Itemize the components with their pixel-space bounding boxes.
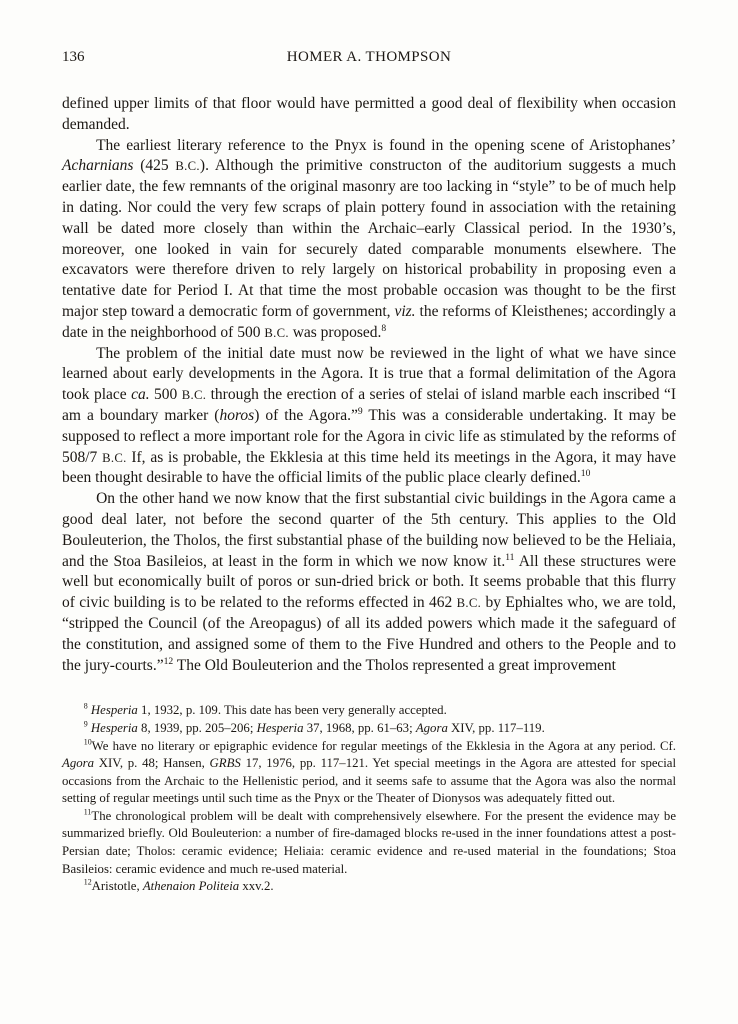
footnote-marker: 12 (83, 877, 92, 887)
text-run: 1, 1932, p. 109. This date has been very generally accepted. (137, 703, 447, 718)
text-run: If, as is probable, the Ekklesia at this time held its meetings in the Agora, it may have been thought desirable to have the official limits of the public place clearly defined. (62, 448, 676, 487)
text-run: We have no literary or epigraphic evidence for regular meetings of the Ekklesia in the Agora at any period. Cf. (91, 738, 676, 753)
italic-text: Acharnians (62, 157, 134, 175)
footnote-marker: 10 (83, 737, 92, 747)
text-run: On the other hand we now know that the first substantial civic buildings in the Agora came a good deal later, not before the second quarter of the 5th century. This applies to the Old Bouleuterion, the Tholos, the first substantial phase of the building now believed to be the Heliaia, and the Stoa Basileios, at least in the form in which we now know it. (62, 490, 676, 570)
italic-text: horos (219, 406, 255, 424)
footnote-reference: 11 (505, 551, 515, 563)
text-run: by Ephialtes who, we are told, “stripped the Council (of the Areopagus) of all its added powers which made it the safeguard of the constitution, and assigned some of them to the Five Hundred and others to the People and to the jury-courts.” (62, 594, 677, 674)
text-run: The chronological problem will be dealt with comprehensively elsewhere. For the present the evidence may be summarized briefly. Old Bouleuterion: a number of fire-damaged blocks re-used in the inner foundations attest a post-Persian date; Tholos: ceramic evidence; Heliaia: ceramic evidence and re-used material in the foundations; Stoa Basileios: ceramic evidence and much re-used material. (62, 808, 676, 876)
text-run: 37, 1968, pp. 61–63; (303, 720, 416, 735)
text-run: The Old Bouleuterion and the Tholos represented a great improvement (173, 656, 616, 674)
page-header (62, 49, 676, 66)
italic-text: Athenaion Politeia (142, 879, 240, 894)
italic-text: Agora (62, 756, 94, 771)
text-run: 8, 1939, pp. 205–206; (137, 720, 257, 735)
text-run: through the erection of a series of stelai of island marble each inscribed “I am a boundary marker ( (62, 386, 676, 424)
footnote (62, 720, 676, 738)
italic-text: Hesperia (90, 703, 138, 718)
text-run: ) of the Agora.” (254, 406, 358, 424)
footnote (62, 808, 676, 878)
footnote-reference: 9 (357, 405, 363, 417)
footnote-reference: 12 (163, 655, 174, 667)
footnote-reference: 8 (381, 322, 387, 334)
paragraph (62, 136, 676, 344)
text-run: (425 (133, 157, 176, 175)
text-run: All these structures were well but economically built of poros or sun-dried brick or both. It seems probable that this flurry of civic building is to be related to the reforms effected in 462 (62, 552, 676, 612)
footnote-reference: 10 (580, 468, 591, 480)
body-text (62, 94, 676, 676)
text-run: ). Although the primitive constructon of the auditorium suggests a much earlier date, the few remnants of the original masonry are too lacking in “style” to be of much help in dating. Nor could the very few scraps of plain pottery found in association with the retaining wall be dated more closely than within the Archaic–early Classical period. In the 1930’s, moreover, one looked in vain for securely dated comparable monuments elsewhere. The excavators were therefore driven to rely largely on historical probability in proposing even a tentative date for Period I. At that time the most probable occasion was thought to be the first major step toward a democratic form of government, (62, 157, 676, 320)
italic-text: viz. (394, 302, 416, 320)
paragraph (62, 489, 676, 676)
footnotes (62, 702, 676, 896)
text-run: XIV, pp. 117–119. (447, 720, 545, 735)
page-number: 136 (62, 49, 85, 65)
footnote (62, 702, 676, 720)
footnote (62, 878, 676, 896)
smallcaps-text: B.C. (175, 159, 200, 174)
text-run: XIV, p. 48; Hansen, (94, 756, 210, 771)
smallcaps-text: B.C. (264, 325, 289, 340)
text-run: xxv.2. (239, 879, 274, 894)
text-run: Aristotle, (91, 879, 143, 894)
paragraph (62, 344, 676, 490)
text-run: was proposed. (288, 323, 382, 341)
footnote-marker: 8 (83, 702, 88, 712)
text-run: the reforms of Kleisthenes; accordingly a date in the neighborhood of 500 (62, 302, 676, 341)
paragraph (62, 94, 676, 136)
italic-text: GRBS (209, 756, 241, 771)
text-run: defined upper limits of that floor would have permitted a good deal of flexibility when occasion demanded. (62, 95, 676, 133)
italic-text: Hesperia (90, 720, 138, 735)
text-run: This was a considerable undertaking. It may be supposed to reflect a more important role for the Agora in civic life as stimulated by the reforms of 508/7 (62, 406, 676, 466)
text-run: The problem of the initial date must now be reviewed in the light of what we have since learned about early developments in the Agora. It is true that a formal delimitation of the Agora took place (62, 344, 676, 404)
footnote-marker: 9 (83, 719, 88, 729)
footnote-marker: 11 (83, 807, 92, 817)
smallcaps-text: B.C. (456, 596, 482, 611)
smallcaps-text: B.C. (102, 450, 127, 465)
italic-text: Hesperia (256, 720, 304, 735)
italic-text: ca. (131, 386, 150, 404)
footnote (62, 738, 676, 808)
text-run: The earliest literary reference to the Pnyx is found in the opening scene of Aristophanes’ (96, 136, 676, 154)
text-run: 17, 1976, pp. 117–121. Yet special meetings in the Agora are attested for special occasions from the Archaic to the Hellenistic period, and it seems safe to assume that the Agora was also the normal setting of regular meetings until such time as the Pnyx or the Theater of Dionysos was adequately fitted out. (62, 756, 676, 806)
text-run: 500 (149, 386, 182, 404)
running-head: HOMER A. THOMPSON (286, 49, 452, 65)
smallcaps-text: B.C. (181, 388, 207, 403)
italic-text: Agora (415, 720, 448, 735)
